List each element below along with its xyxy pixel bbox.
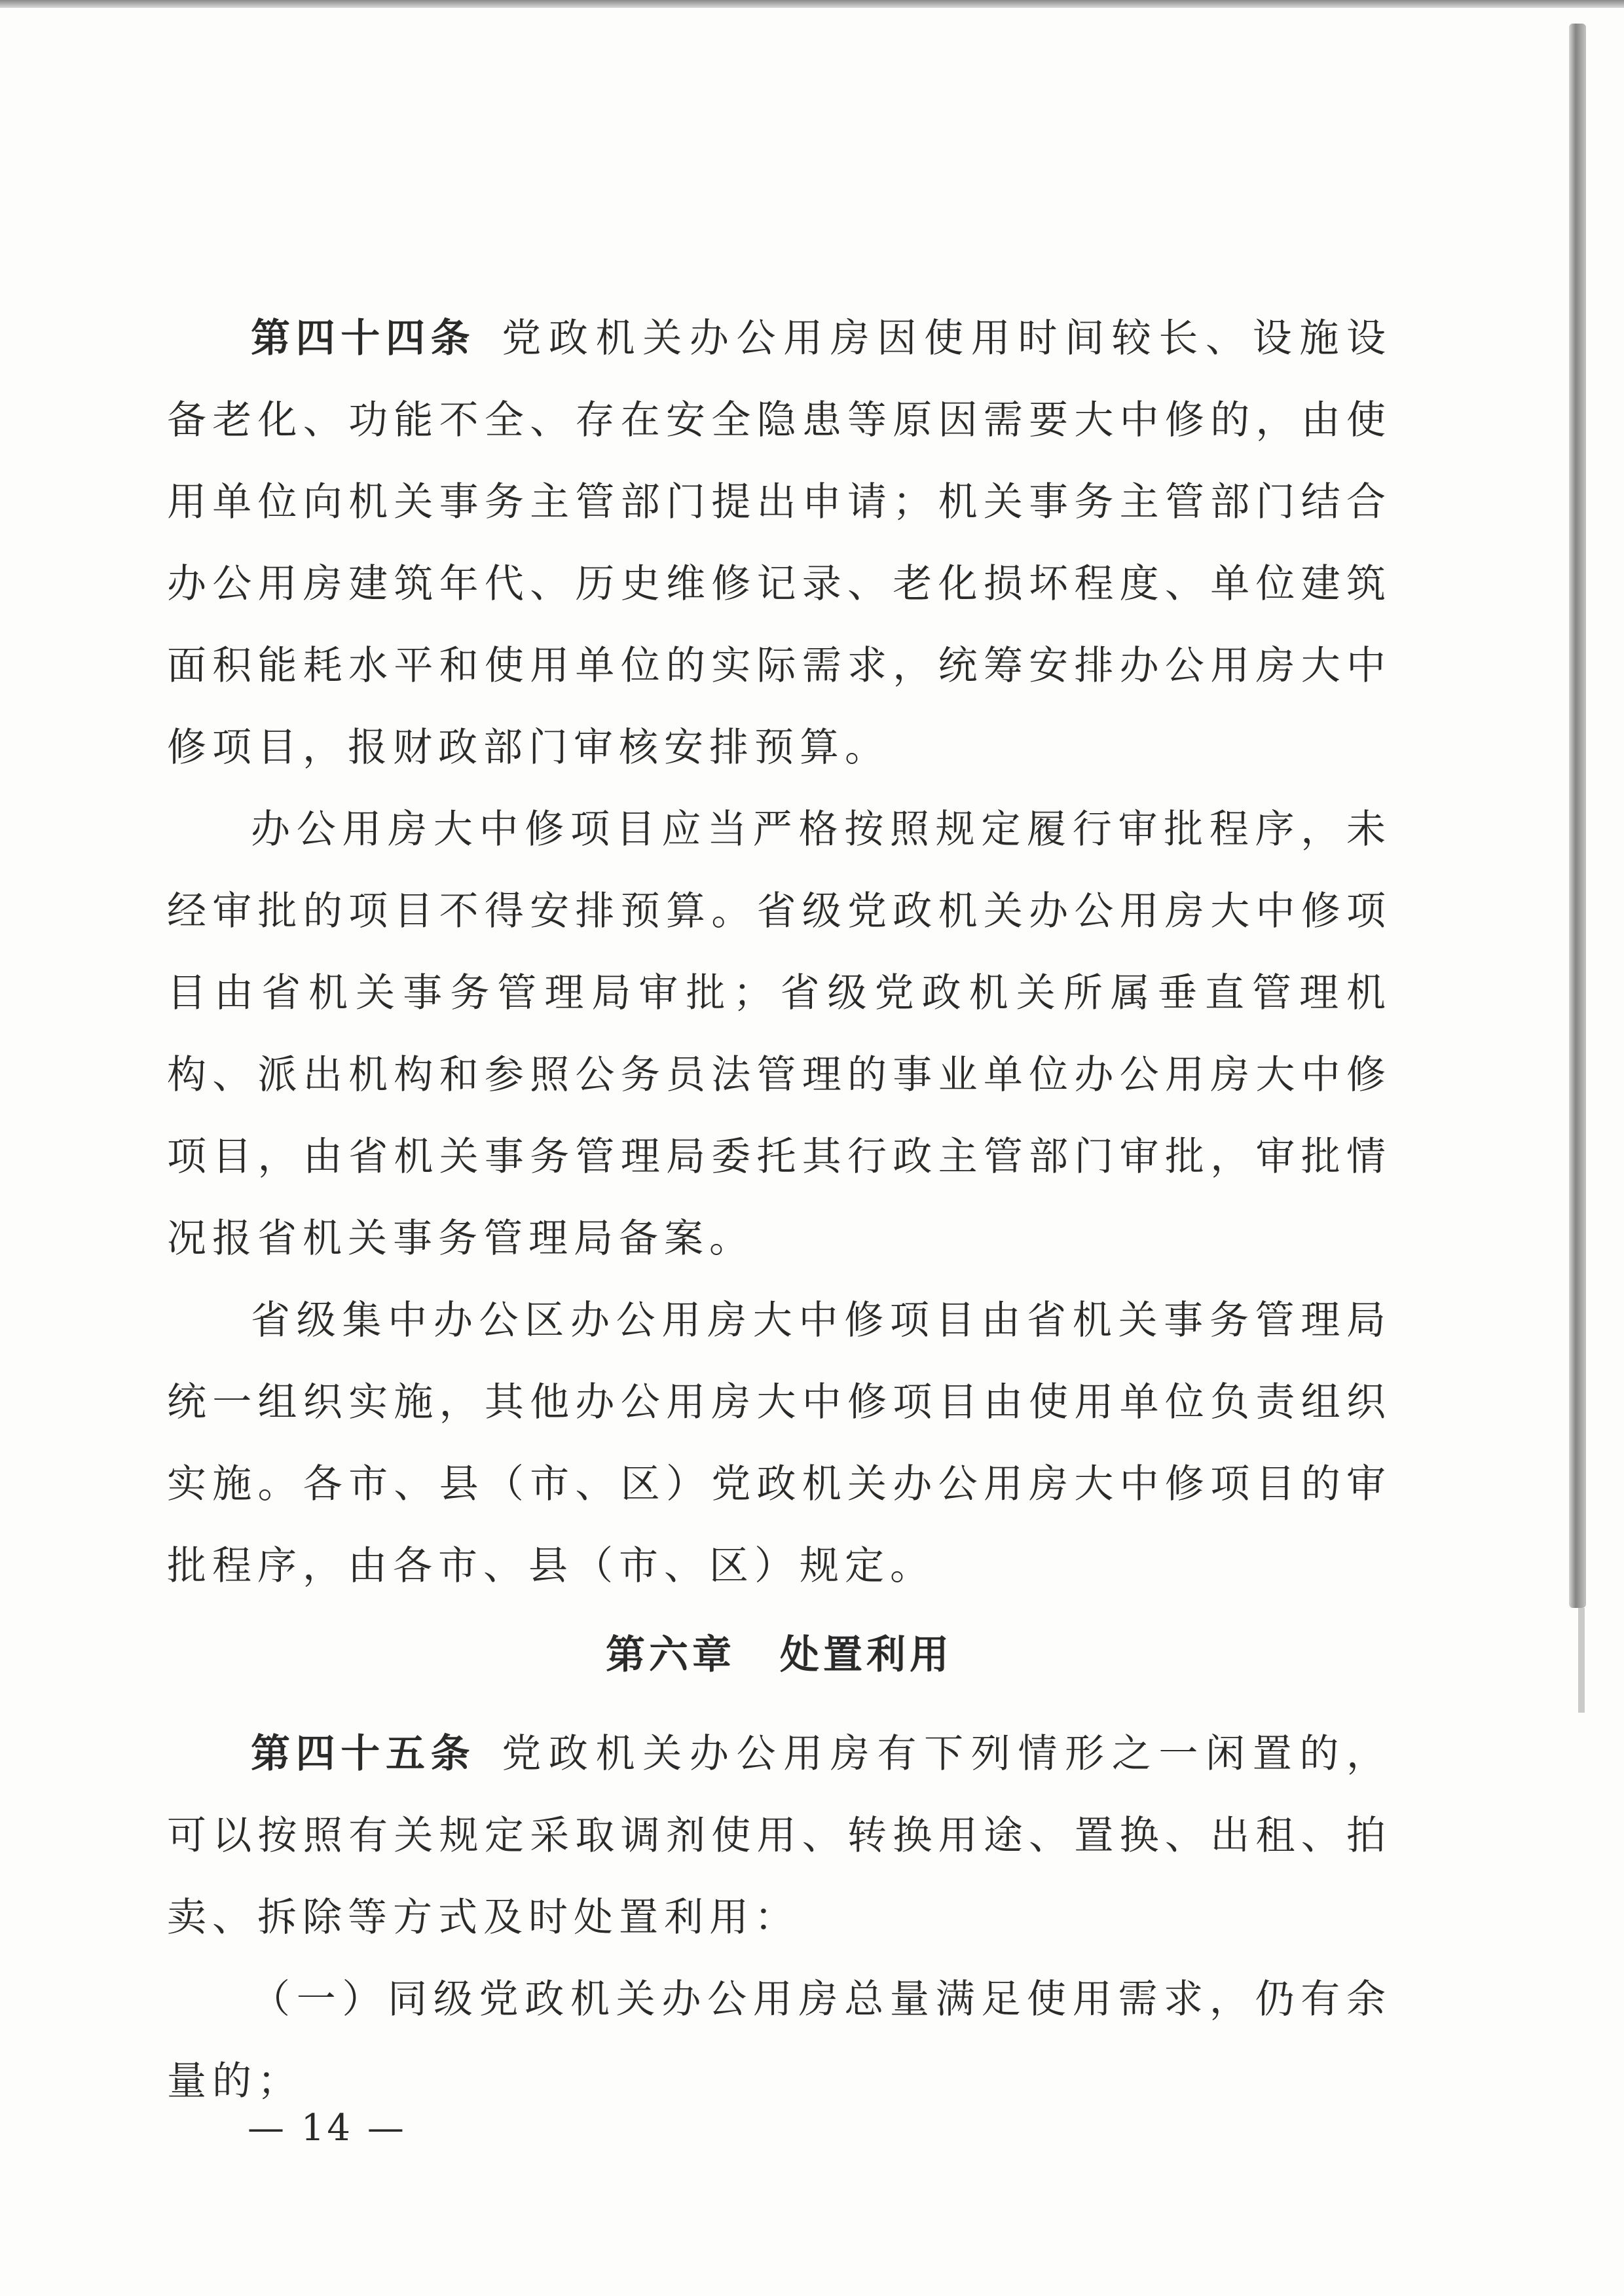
article-44-paragraph-2: 办公用房大中修项目应当严格按照规定履行审批程序，未经审批的项目不得安排预算。省级党政机关办公用房大中修项目由省机关事务管理局审批；省级党政机关所属垂直管理机构、派出机构和参照公务员法管理的事业单位办公用房大中修项目，由省机关事务管理局委托其行政主管部门审批，审批情况报省机关事务管理局备案。: [167, 807, 1392, 1262]
article-44-text: 党政机关办公用房因使用时间较长、设施设备老化、功能不全、存在安全隐患等原因需要大中修的，由使用单位向机关事务主管部门提出申请；机关事务主管部门结合办公用房建筑年代、历史维修记录、老化损坏程度、单位建筑面积能耗水平和使用单位的实际需求，统筹安排办公用房大中修项目，报财政部门审核安排预算。: [167, 316, 1392, 771]
article-45-paragraph: [167, 1713, 1392, 1959]
article-44-number: 第四十四条: [251, 316, 476, 361]
article-45-item-1: （一）同级党政机关办公用房总量满足使用需求，仍有余量的；: [167, 1977, 1392, 2104]
article-44-paragraph: [167, 298, 1392, 789]
article-45-text: 党政机关办公用房有下列情形之一闲置的，可以按照有关规定采取调剂使用、转换用途、置换、出租、拍卖、拆除等方式及时处置利用：: [167, 1731, 1392, 1941]
article-44-paragraph-3: 省级集中办公区办公用房大中修项目由省机关事务管理局统一组织实施，其他办公用房大中修项目由使用单位负责组织实施。各市、县（市、区）党政机关办公用房大中修项目的审批程序，由各市、县（市、区）规定。: [167, 1298, 1392, 1589]
page-number: — 14 —: [248, 2107, 407, 2149]
chapter-number: 第六章: [606, 1632, 735, 1678]
chapter-heading: [167, 1613, 1392, 1698]
chapter-title: 处置利用: [780, 1632, 953, 1678]
scan-right-edge-shadow: [1569, 24, 1586, 1608]
scan-right-edge-shadow-lower: [1578, 1608, 1585, 1713]
article-45-number: 第四十五条: [251, 1731, 476, 1777]
scan-top-border: [0, 0, 1624, 8]
document-body: [167, 298, 1392, 2123]
